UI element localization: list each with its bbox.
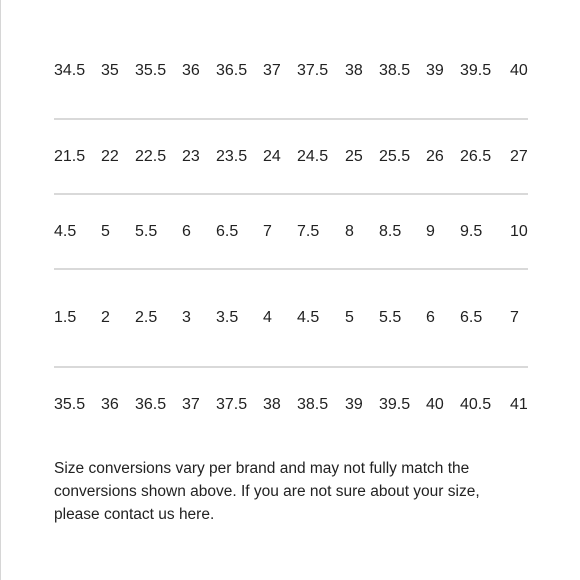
size-cell: 2.5 <box>135 309 158 326</box>
size-cell: 36.5 <box>216 62 248 79</box>
size-cell: 25 <box>345 148 363 165</box>
size-disclaimer: Size conversions vary per brand and may not fully match the conversions shown above. If you are not sure about your size, please contact us here. <box>54 460 480 523</box>
size-cell: 34.5 <box>54 62 86 79</box>
size-cell: 35 <box>101 62 119 79</box>
size-cell: 38.5 <box>297 396 329 413</box>
size-cell: 7 <box>263 223 272 240</box>
size-cell: 26.5 <box>460 148 492 165</box>
size-cell: 4.5 <box>54 223 77 240</box>
size-cell: 23.5 <box>216 148 248 165</box>
size-cell: 35.5 <box>135 62 167 79</box>
size-cell: 5 <box>101 223 110 240</box>
size-cell: 1.5 <box>54 309 77 326</box>
size-cell: 9.5 <box>460 223 483 240</box>
size-cell: 23 <box>182 148 200 165</box>
size-cell: 22 <box>101 148 119 165</box>
size-cell: 38 <box>345 62 363 79</box>
size-cell: 36.5 <box>135 396 167 413</box>
size-cell: 39 <box>426 62 444 79</box>
size-cell: 38 <box>263 396 281 413</box>
size-cell: 6 <box>426 309 435 326</box>
size-cell: 38.5 <box>379 62 411 79</box>
size-cell: 5 <box>345 309 354 326</box>
size-cell: 39.5 <box>379 396 411 413</box>
size-cell: 7.5 <box>297 223 320 240</box>
size-cell: 4.5 <box>297 309 320 326</box>
size-cell: 37 <box>182 396 200 413</box>
size-cell: 40 <box>426 396 444 413</box>
size-cell: 24.5 <box>297 148 329 165</box>
size-cell: 41 <box>510 396 528 413</box>
size-cell: 40 <box>510 62 528 79</box>
size-cell: 26 <box>426 148 444 165</box>
size-cell: 4 <box>263 309 272 326</box>
size-cell: 2 <box>101 309 110 326</box>
row-divider <box>54 193 528 195</box>
size-cell: 3.5 <box>216 309 239 326</box>
size-cell: 6 <box>182 223 191 240</box>
size-cell: 5.5 <box>379 309 402 326</box>
size-cell: 39 <box>345 396 363 413</box>
row-divider <box>54 366 528 368</box>
size-cell: 36 <box>182 62 200 79</box>
size-cell: 5.5 <box>135 223 158 240</box>
size-cell: 40.5 <box>460 396 492 413</box>
size-cell: 10 <box>510 223 528 240</box>
size-cell: 37 <box>263 62 281 79</box>
size-cell: 22.5 <box>135 148 167 165</box>
size-cell: 3 <box>182 309 191 326</box>
size-cell: 25.5 <box>379 148 411 165</box>
size-cell: 37.5 <box>216 396 248 413</box>
size-cell: 27 <box>510 148 528 165</box>
size-cell: 39.5 <box>460 62 492 79</box>
size-cell: 6.5 <box>216 223 239 240</box>
size-cell: 7 <box>510 309 519 326</box>
size-cell: 37.5 <box>297 62 329 79</box>
size-cell: 24 <box>263 148 281 165</box>
size-cell: 6.5 <box>460 309 483 326</box>
size-cell: 35.5 <box>54 396 86 413</box>
row-divider <box>54 268 528 270</box>
size-cell: 8.5 <box>379 223 402 240</box>
size-cell: 8 <box>345 223 354 240</box>
size-cell: 21.5 <box>54 148 86 165</box>
size-cell: 36 <box>101 396 119 413</box>
row-divider <box>54 118 528 120</box>
size-cell: 9 <box>426 223 435 240</box>
